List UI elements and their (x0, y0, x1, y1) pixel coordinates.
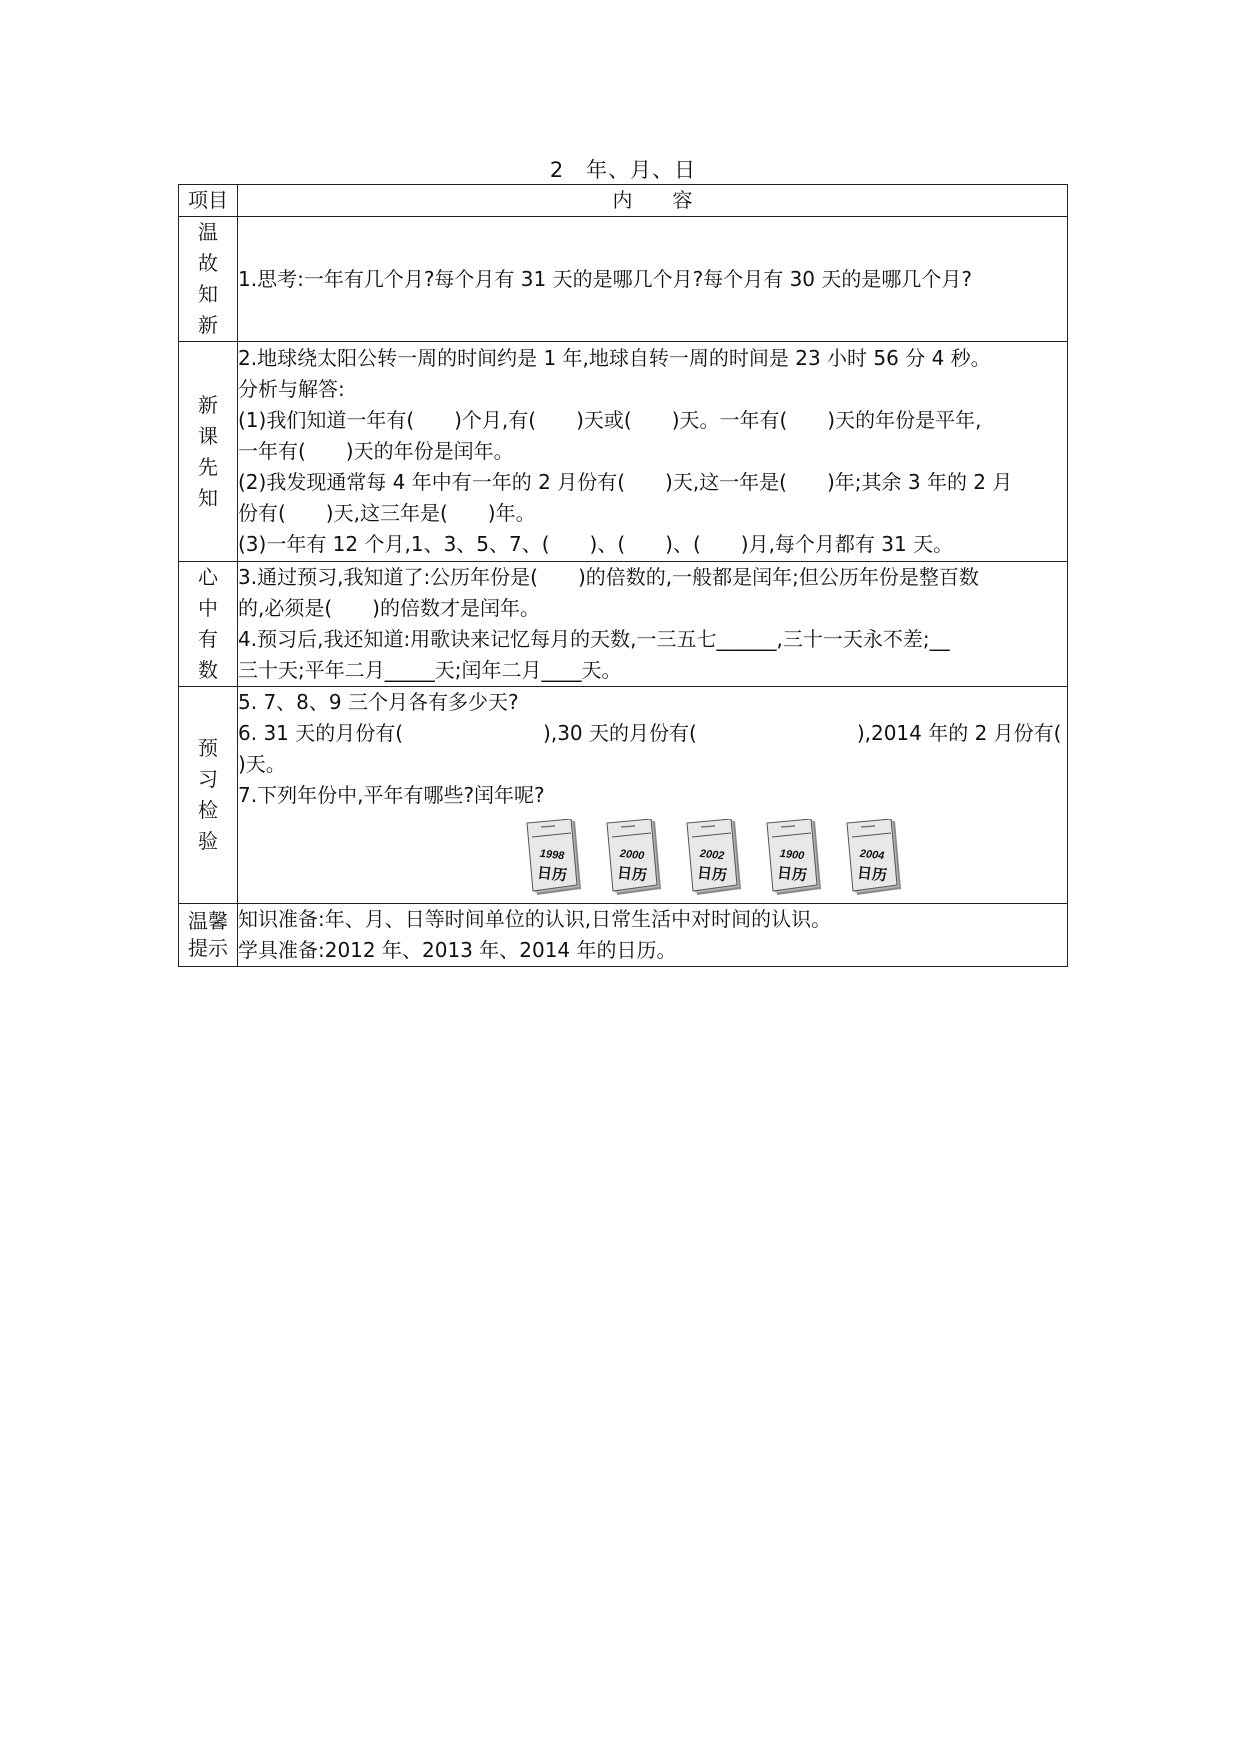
question-line: )天。 (238, 752, 286, 776)
label-char: 习 (198, 767, 218, 791)
calendar-year: 1998 (538, 847, 565, 863)
row-label-tips (179, 904, 238, 967)
question-line: 5. 7、8、9 三个月各有多少天? (238, 690, 519, 714)
calendar-list (358, 811, 1067, 903)
calendar-label: 日历 (775, 863, 808, 885)
calendar-year: 2002 (698, 847, 725, 863)
question-line: 6. 31 天的月份有( ),30 天的月份有( ),2014 年的 2 月份有( (238, 721, 1062, 745)
calendar-year: 2000 (618, 847, 645, 863)
row-label-check (179, 687, 238, 904)
row-label-preview (179, 342, 238, 562)
tip-line: 知识准备:年、月、日等时间单位的认识,日常生活中对时间的认识。 (238, 907, 832, 931)
question-line: (3)一年有 12 个月,1、3、5、7、( )、( )、( )月,每个月都有 31 天。 (238, 532, 954, 556)
question-line: 分析与解答: (238, 377, 345, 401)
label-char: 知 (198, 282, 218, 306)
calendar-icon (603, 819, 663, 897)
question-line: 三十天;平年二月_____天;闰年二月____天。 (238, 658, 622, 682)
calendar-label: 日历 (855, 863, 888, 885)
question-line: 2.地球绕太阳公转一周的时间约是 1 年,地球自转一周的时间是 23 小时 56 分 4 秒。 (238, 346, 991, 370)
calendar-label: 日历 (535, 863, 568, 885)
question-line: 一年有( )天的年份是闰年。 (238, 439, 514, 463)
calendar-icon (843, 819, 903, 897)
page-title: 2 年、月、日 (549, 158, 697, 182)
calendar-icon (763, 819, 823, 897)
lesson-table (178, 184, 1068, 967)
row-content-preview (238, 342, 1068, 562)
table-row-preview (179, 342, 1068, 562)
label-char: 温 (198, 220, 218, 244)
label-char: 预 (198, 736, 218, 760)
header-item-col: 项目 (179, 185, 238, 217)
question-line: (2)我发现通常每 4 年中有一年的 2 月份有( )天,这一年是( )年;其余 3 年的 2 月 (238, 470, 1013, 494)
question-line: 4.预习后,我还知道:用歌诀来记忆每月的天数,一三五七______,三十一天永不差;__ (238, 627, 950, 651)
row-content-review (238, 217, 1068, 342)
question-line: (1)我们知道一年有( )个月,有( )天或( )天。一年有( )天的年份是平年, (238, 408, 982, 432)
table-row-knowing (179, 562, 1068, 687)
calendar-icon (683, 819, 743, 897)
tip-line: 学具准备:2012 年、2013 年、2014 年的日历。 (238, 938, 677, 962)
table-header-row (179, 185, 1068, 217)
label-char: 有 (198, 627, 218, 651)
question-line: 的,必须是( )的倍数才是闰年。 (238, 596, 540, 620)
question-line: 7.下列年份中,平年有哪些?闰年呢? (238, 783, 545, 807)
calendar-label: 日历 (695, 863, 728, 885)
row-content-check (238, 687, 1068, 904)
table-row-check (179, 687, 1068, 904)
header-content-col: 内 容 (238, 185, 1068, 217)
label-char: 先 (198, 454, 218, 479)
label-char: 新 (198, 392, 218, 417)
label-char: 检 (198, 798, 218, 822)
row-label-knowing (179, 562, 238, 687)
table-row-review (179, 217, 1068, 342)
label-char: 心 (198, 565, 218, 589)
question-line: 份有( )天,这三年是( )年。 (238, 501, 536, 525)
label-line: 温馨 (188, 909, 228, 933)
question-line: 3.通过预习,我知道了:公历年份是( )的倍数的,一般都是闰年;但公历年份是整百数 (238, 565, 979, 589)
row-content-tips (238, 904, 1068, 967)
label-line: 提示 (188, 936, 228, 960)
label-char: 课 (198, 423, 218, 448)
calendar-year: 2004 (858, 847, 885, 863)
calendar-label: 日历 (615, 863, 648, 885)
row-label-review (179, 217, 238, 342)
calendar-icon (523, 819, 583, 897)
label-char: 数 (198, 658, 218, 682)
calendar-year: 1900 (778, 847, 805, 863)
label-char: 验 (198, 829, 218, 853)
question-line: 1.思考:一年有几个月?每个月有 31 天的是哪几个月?每个月有 30 天的是哪几个月? (238, 266, 972, 291)
label-char: 中 (198, 596, 218, 620)
label-char: 故 (198, 251, 218, 275)
label-char: 知 (198, 485, 218, 510)
row-content-knowing (238, 562, 1068, 687)
label-char: 新 (198, 313, 218, 337)
table-row-tips (179, 904, 1068, 967)
